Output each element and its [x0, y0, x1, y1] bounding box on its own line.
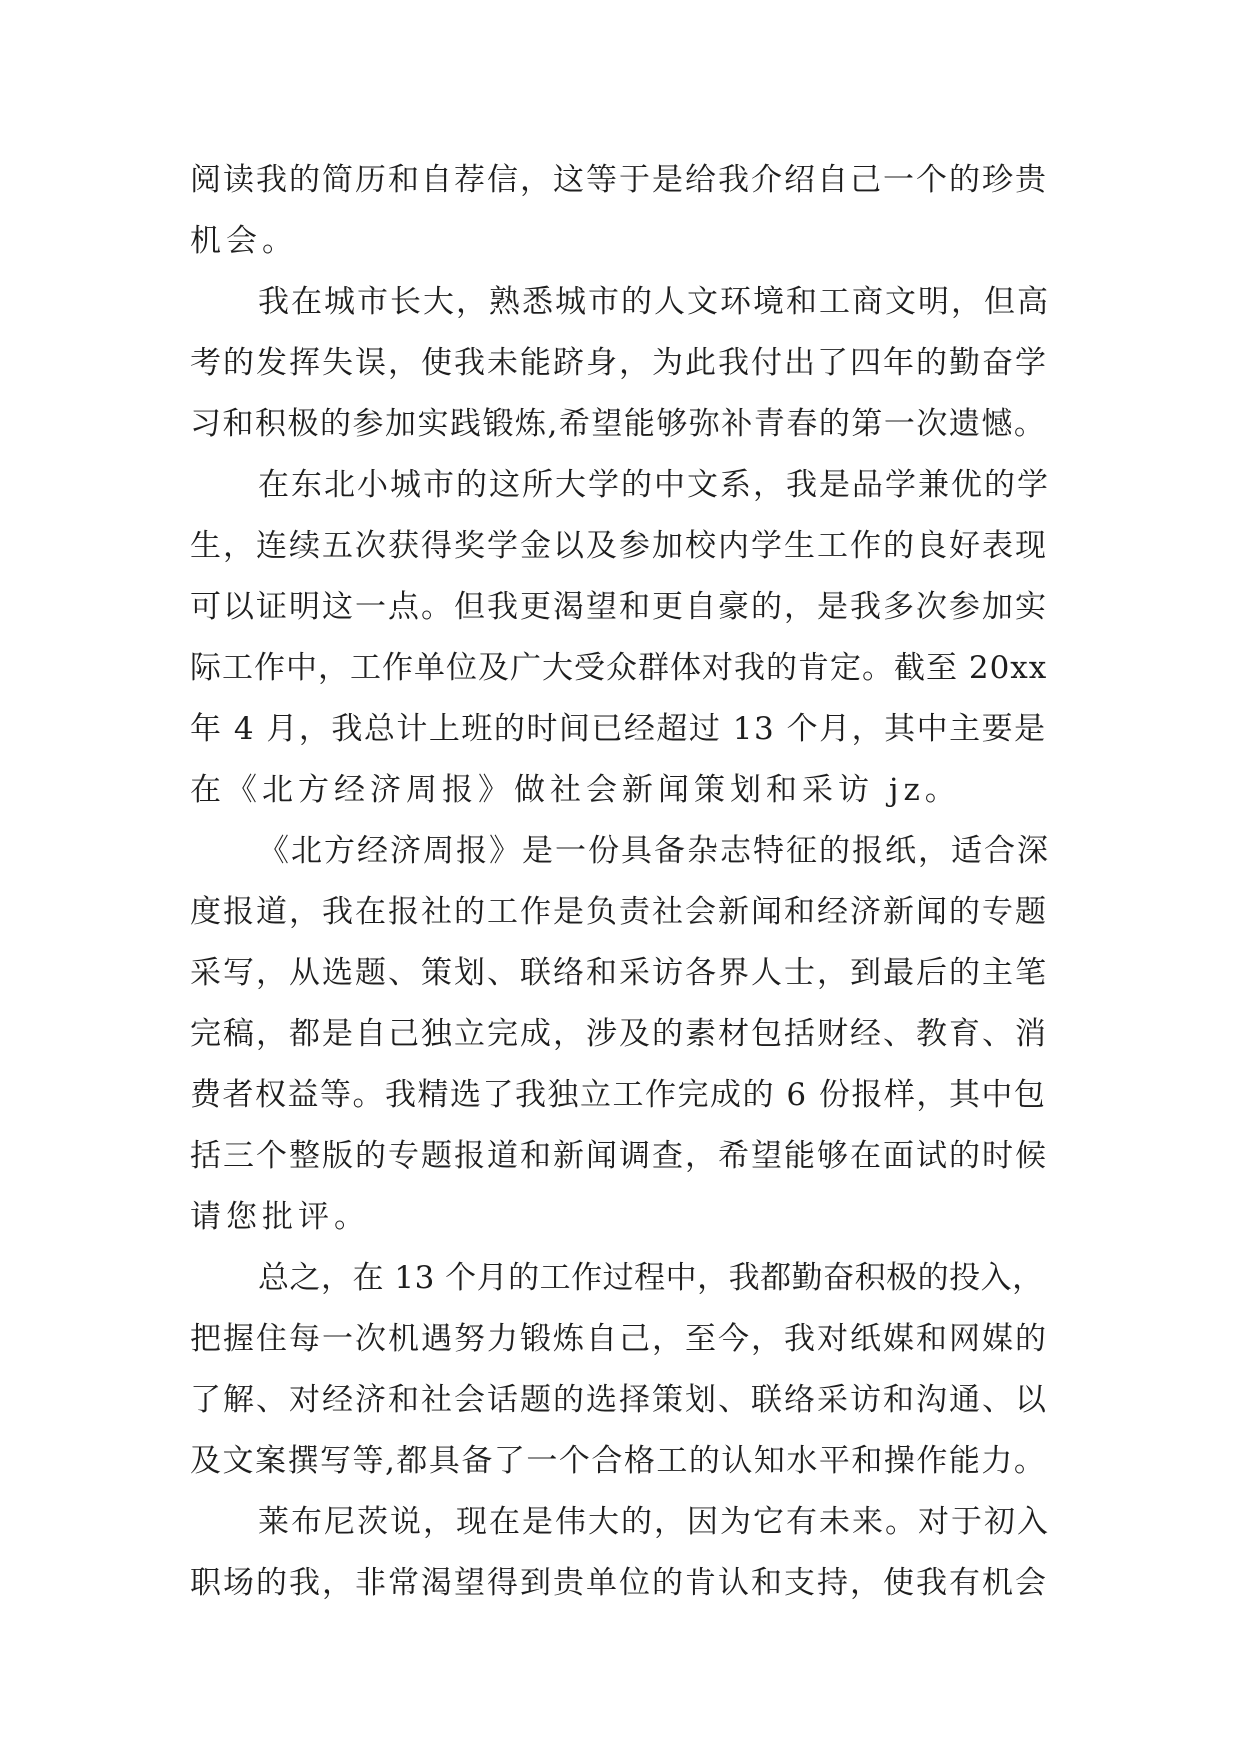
- text-line: 完稿，都是自己独立完成，涉及的素材包括财经、教育、消: [190, 1016, 1048, 1052]
- text-line: 采写，从选题、策划、联络和采访各界人士，到最后的主笔: [190, 955, 1048, 991]
- text-line: 在东北小城市的这所大学的中文系，我是品学兼优的学: [258, 467, 1050, 503]
- text-line: 在《北方经济周报》做社会新闻策划和采访 jz。: [190, 772, 961, 808]
- text-line: 莱布尼茨说，现在是伟大的，因为它有未来。对于初入: [258, 1504, 1050, 1540]
- text-line: 度报道，我在报社的工作是负责社会新闻和经济新闻的专题: [190, 894, 1048, 930]
- text-line: 把握住每一次机遇努力锻炼自己，至今，我对纸媒和网媒的: [190, 1321, 1048, 1357]
- text-line: 可以证明这一点。但我更渴望和更自豪的，是我多次参加实: [190, 589, 1048, 625]
- text-line: 我在城市长大，熟悉城市的人文环境和工商文明，但高: [258, 284, 1050, 320]
- text-line: 括三个整版的专题报道和新闻调查，希望能够在面试的时候: [190, 1138, 1048, 1174]
- text-line: 习和积极的参加实践锻炼,希望能够弥补青春的第一次遗憾。: [190, 406, 1047, 442]
- letter-body: [190, 150, 1056, 1614]
- text-line: 总之，在 13 个月的工作过程中，我都勤奋积极的投入，: [258, 1260, 1044, 1296]
- text-line: 及文案撰写等,都具备了一个合格工的认知水平和操作能力。: [190, 1443, 1047, 1479]
- text-line: 请您批评。: [190, 1199, 370, 1235]
- text-line: 机会。: [190, 223, 298, 259]
- text-line: 生，连续五次获得奖学金以及参加校内学生工作的良好表现: [190, 528, 1048, 564]
- text-line: 年 4 月，我总计上班的时间已经超过 13 个月，其中主要是: [190, 711, 1047, 747]
- text-line: 职场的我，非常渴望得到贵单位的肯认和支持，使我有机会: [190, 1565, 1048, 1601]
- text-line: 考的发挥失误，使我未能跻身，为此我付出了四年的勤奋学: [190, 345, 1048, 381]
- text-line: 了解、对经济和社会话题的选择策划、联络采访和沟通、以: [190, 1382, 1048, 1418]
- text-line: 际工作中，工作单位及广大受众群体对我的肯定。截至 20xx: [190, 650, 1048, 686]
- text-line: 《北方经济周报》是一份具备杂志特征的报纸，适合深: [258, 833, 1050, 869]
- text-line: 阅读我的简历和自荐信，这等于是给我介绍自己一个的珍贵: [190, 162, 1048, 198]
- text-line: 费者权益等。我精选了我独立工作完成的 6 份报样，其中包: [190, 1077, 1047, 1113]
